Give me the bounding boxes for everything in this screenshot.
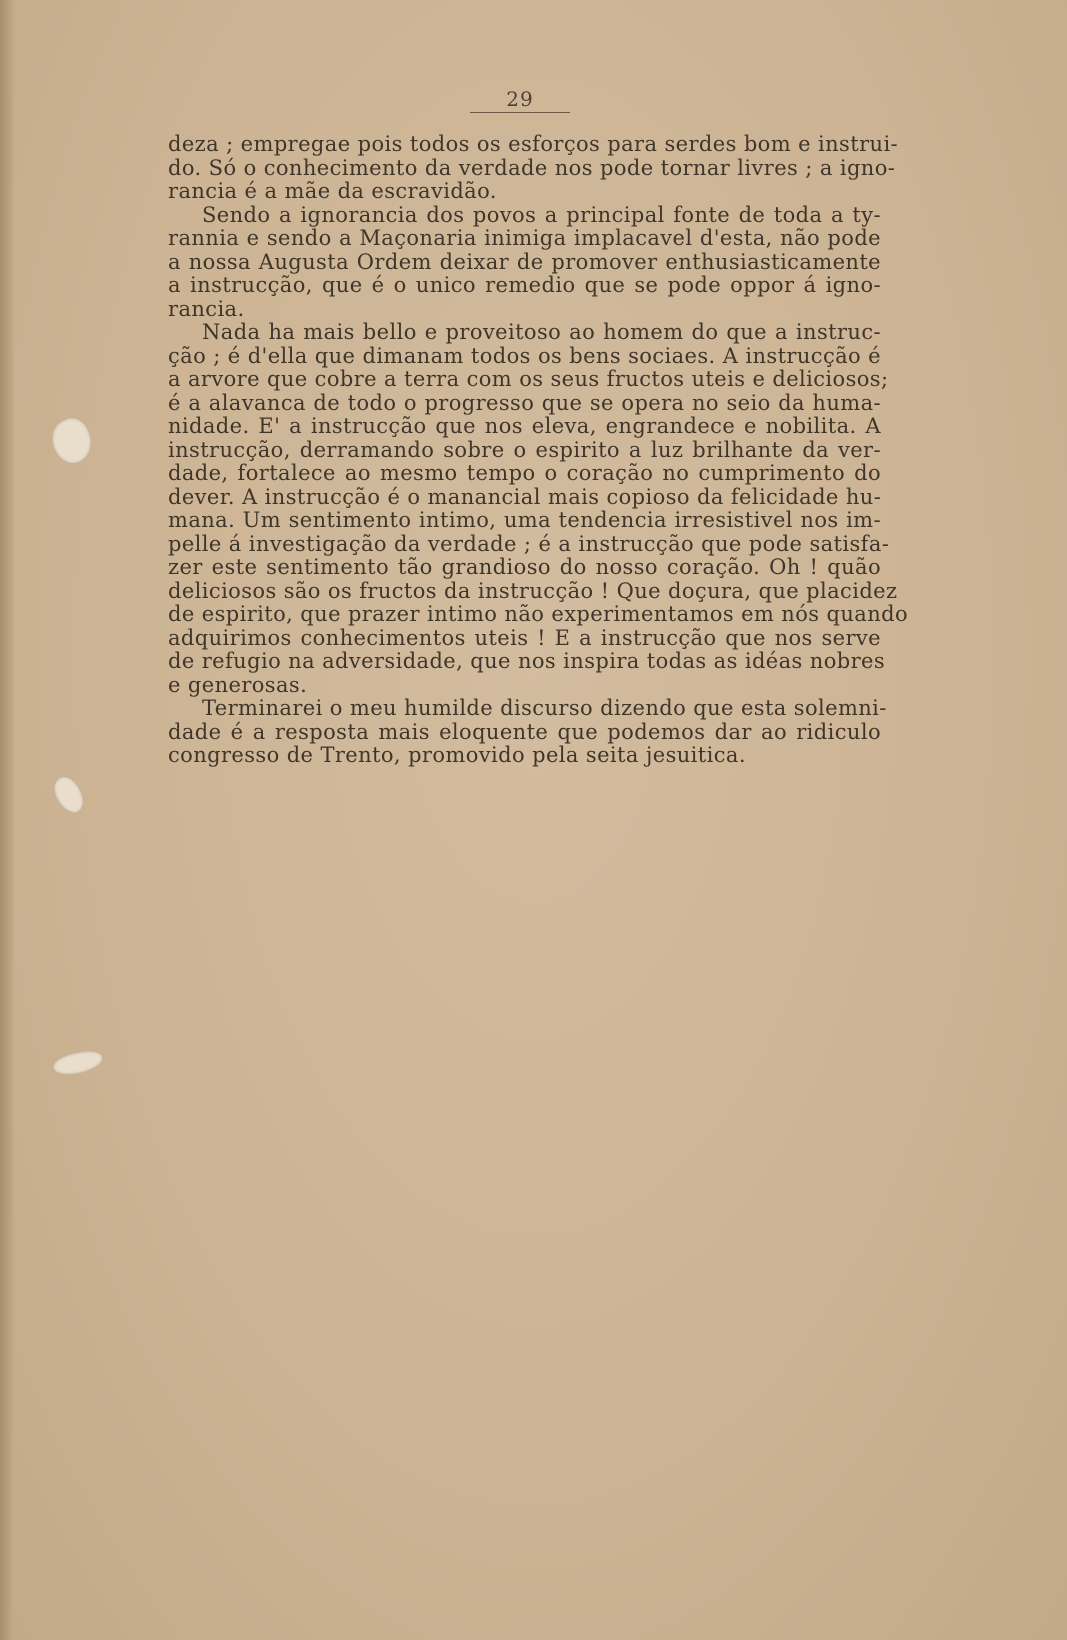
paper-tear [44,412,100,471]
text-line: de refugio na adversidade, que nos inspira todas as idéas nobres [168,649,886,673]
text-line: deliciosos são os fructos da instrucção ! Que doçura, que placidez [168,578,898,603]
text-line: mana. Um sentimento intimo, uma tendencia irresistivel nos im- [168,508,881,532]
text-line: e generosas. [168,672,308,697]
text-line: Sendo a ignorancia dos povos a principal fonte de toda a ty- [202,202,881,227]
text-line: pelle á investigação da verdade ; é a instrucção que pode satisfa- [168,531,890,556]
text-line: rannia e sendo a Maçonaria inimiga implacavel d'esta, não pode [168,226,881,250]
text-line: dade é a resposta mais eloquente que podemos dar ao ridiculo [168,719,881,744]
text-line: a nossa Augusta Ordem deixar de promover enthusiasticamente [168,249,881,274]
text-line: de espirito, que prazer intimo não experimentamos em nós quando [168,602,909,626]
text-line: instrucção, derramando sobre o espirito a luz brilhante da ver- [168,437,881,462]
text-line: adquirimos conhecimentos uteis ! E a instrucção que nos serve [168,625,881,650]
text-line: do. Só o conhecimento da verdade nos pode tornar livres ; a igno- [168,155,896,180]
text-line: Terminarei o meu humilde discurso dizendo que esta solemni- [202,696,887,720]
paper-tear [50,1048,105,1079]
paper-tear [47,771,91,819]
text-line: dever. A instrucção é o manancial mais copioso da felicidade hu- [168,484,882,509]
text-line: ção ; é d'ella que dimanam todos os bens sociaes. A instrucção é [168,343,881,368]
text-line: nidade. E' a instrucção que nos eleva, engrandece e nobilita. A [168,414,881,438]
text-line: é a alavanca de todo o progresso que se opera no seio da huma- [168,390,881,415]
text-line: dade, fortalece ao mesmo tempo o coração no cumprimento do [168,461,881,485]
text-line: rancia. [168,296,245,321]
text-line: a instrucção, que é o unico remedio que se pode oppor á igno- [168,273,881,297]
text-line: a arvore que cobre a terra com os seus fructos uteis e deliciosos; [168,367,889,391]
text-line: congresso de Trento, promovido pela seita jesuitica. [168,743,746,767]
text-line: Nada ha mais bello e proveitoso ao homem do que a instruc- [202,320,881,344]
page-left-edge [0,0,14,1640]
text-line: zer este sentimento tão grandioso do nosso coração. Oh ! quão [168,555,881,579]
page-number: 29 [470,86,570,113]
text-line: deza ; empregae pois todos os esforços para serdes bom e instrui- [168,132,899,156]
body-text [168,132,909,768]
text-line: rancia é a mãe da escravidão. [168,179,497,203]
